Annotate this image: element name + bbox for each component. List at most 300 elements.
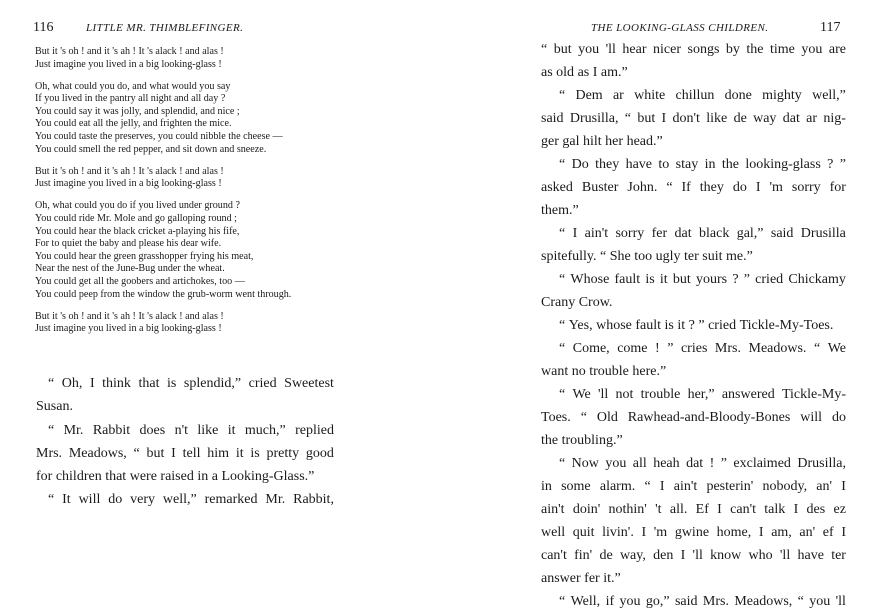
prose-block (36, 372, 334, 512)
word: Looking-Glass.” (221, 469, 315, 485)
word: said (770, 226, 794, 241)
word: that (105, 469, 130, 485)
word: for (36, 469, 56, 485)
word: like (197, 422, 219, 438)
word: We (827, 341, 846, 356)
word: hilt (583, 134, 606, 149)
word: “ (559, 387, 566, 402)
word: that (138, 376, 160, 391)
verse-line: You could smell the red pepper, and sit down and sneeze. (35, 143, 267, 155)
word: a (211, 469, 222, 485)
word: sorry (615, 226, 645, 241)
word: ain't (541, 502, 565, 517)
word: 'll (835, 594, 846, 609)
word: well,” (812, 88, 846, 103)
word: “ (48, 422, 55, 438)
running-title: THE LOOKING-GLASS CHILDREN. (591, 22, 769, 34)
word: am, (771, 525, 792, 540)
word: pesterin' (706, 479, 754, 494)
word: you (605, 456, 627, 471)
word: to (658, 157, 670, 172)
word: dat (782, 111, 800, 126)
word: ar (806, 111, 818, 126)
word: “ (624, 111, 632, 126)
word: I (89, 376, 95, 391)
word: come (617, 341, 648, 356)
word: “ (559, 272, 566, 287)
word: said (674, 594, 698, 609)
word: go,” (645, 594, 670, 609)
prose-line (541, 38, 846, 61)
word: very (130, 492, 156, 508)
word: I (841, 479, 846, 494)
word: her (605, 134, 627, 149)
word: It (62, 492, 71, 508)
word: “ (559, 88, 566, 103)
prose-line (541, 61, 846, 84)
prose-line (541, 314, 846, 337)
word: 'm (769, 180, 783, 195)
word: suit (702, 249, 726, 264)
word: said (541, 111, 564, 126)
word: Drusilla, (797, 456, 846, 471)
word: ? (827, 157, 834, 172)
word: Toes. (541, 410, 571, 425)
prose-line (541, 153, 846, 176)
word: by (725, 42, 740, 57)
verse-line: But it 's oh ! and it 's ah ! It 's alack ! and alas ! (35, 46, 224, 57)
word: gal,” (736, 226, 764, 241)
verse-line: You could eat all the jelly, and frighten the mice. (35, 118, 232, 130)
word: cried (248, 376, 277, 391)
word: “ (580, 410, 587, 425)
prose-line (541, 521, 846, 544)
word: raised (160, 469, 198, 485)
prose-line (541, 222, 846, 245)
word: home, (716, 525, 752, 540)
word: answer (541, 571, 585, 586)
word: no (571, 364, 590, 379)
word: mighty (762, 88, 802, 103)
word: “ (666, 180, 673, 195)
word: 'm (653, 525, 668, 540)
word: were (129, 469, 161, 485)
word: ain't (584, 226, 609, 241)
word: “ (559, 341, 566, 356)
prose-line (541, 199, 846, 222)
word: white (634, 88, 666, 103)
left-page (0, 0, 435, 508)
word: fin' (574, 548, 593, 563)
word: I (841, 525, 846, 540)
word: good (305, 445, 334, 461)
word: 'll (605, 42, 616, 57)
prose-line (541, 84, 846, 107)
word: gwine (674, 525, 710, 540)
word: Mrs. (714, 341, 741, 356)
word: done (724, 88, 752, 103)
word: ? (688, 318, 699, 333)
word: head.” (626, 134, 663, 149)
prose-line (541, 406, 846, 429)
word: ar (612, 88, 624, 103)
word: an' (816, 479, 833, 494)
word: I (717, 502, 722, 517)
word: Tickle-My-Toes. (739, 318, 834, 333)
word: “ (797, 594, 804, 609)
prose-line (541, 452, 846, 475)
word: like (706, 111, 728, 126)
word: troubling.” (561, 433, 623, 448)
verse-line: For to quiet the baby and please his dear wife. (35, 238, 222, 250)
word: I (641, 525, 647, 540)
word: as (577, 65, 593, 80)
word: I (572, 226, 578, 241)
word: the (721, 157, 739, 172)
word: ? (732, 272, 739, 287)
stanza-gap (35, 191, 430, 201)
word: We (572, 387, 591, 402)
word: black (699, 226, 730, 241)
word: 'll (598, 387, 609, 402)
word: the (746, 42, 764, 57)
word: Mrs. (702, 594, 729, 609)
word: you (619, 594, 641, 609)
prose-line (36, 465, 334, 488)
word: who (748, 548, 773, 563)
word: pretty (266, 445, 300, 461)
word: all (632, 456, 647, 471)
word: “ (541, 42, 548, 57)
word: me.” (725, 249, 753, 264)
word: Rabbit, (293, 492, 334, 508)
word: Rawhead-and-Bloody-Bones (627, 410, 791, 425)
word: well,” (162, 492, 197, 508)
word: can't (730, 502, 756, 517)
word: Tickle-My- (781, 387, 846, 402)
word: Meadows. (748, 341, 807, 356)
word: much,” (244, 422, 286, 438)
prose-line (541, 590, 846, 613)
word: Chickamy (788, 272, 846, 287)
word: fer (584, 571, 604, 586)
word: Old (596, 410, 618, 425)
word: “ (48, 376, 55, 391)
word: ! (655, 341, 660, 356)
word: Mr. (63, 422, 84, 438)
prose-line (36, 442, 334, 465)
word: do (831, 410, 846, 425)
word: I (592, 65, 601, 80)
word: Mrs. (36, 445, 63, 461)
word: “ (559, 226, 566, 241)
word: Buster (581, 180, 619, 195)
word: 't (655, 502, 662, 517)
word: ter (683, 249, 703, 264)
word: Well, (570, 594, 601, 609)
running-title: LITTLE MR. THIMBLEFINGER. (86, 22, 244, 34)
word: des (806, 502, 826, 517)
word: nicer (653, 42, 681, 57)
prose-line (541, 475, 846, 498)
word: asked (541, 180, 573, 195)
word: think (102, 376, 131, 391)
prose-line (541, 360, 846, 383)
word: in (197, 469, 212, 485)
word: you (809, 594, 831, 609)
word: “ (559, 157, 566, 172)
prose-line (36, 488, 334, 511)
verse-line: You could ride Mr. Mole and go galloping round ; (35, 213, 237, 225)
word: ez (833, 502, 846, 517)
word: want (541, 364, 572, 379)
word: fault (614, 272, 641, 287)
word: you (578, 42, 600, 57)
word: time (770, 42, 795, 57)
word: ger (541, 134, 563, 149)
word: it (659, 272, 668, 287)
stanza-gap (35, 156, 430, 166)
word: heah (653, 456, 680, 471)
word: spitefully. (541, 249, 600, 264)
word: quit (572, 525, 595, 540)
word: they (595, 157, 620, 172)
word: tell (182, 445, 201, 461)
word: if (605, 594, 615, 609)
word: but (637, 111, 656, 126)
prose-line (36, 372, 334, 395)
word: they (699, 180, 724, 195)
word: too (634, 249, 656, 264)
verse-line: You could peep from the window the grub-worm went through. (35, 288, 292, 300)
word: Now (571, 456, 599, 471)
word: ain't (673, 479, 698, 494)
word: dat (674, 226, 692, 241)
word: Yes, (568, 318, 597, 333)
verse-line: Just imagine you lived in a big looking-glass ! (35, 323, 222, 335)
word: Susan. (36, 399, 73, 415)
word: him (207, 445, 230, 461)
word: as (541, 65, 557, 80)
word: stay (675, 157, 699, 172)
word: hear (622, 42, 647, 57)
word: will (800, 410, 823, 425)
word: children (55, 469, 106, 485)
word: will (78, 492, 101, 508)
word: Meadows, (734, 594, 793, 609)
word: dat (686, 456, 704, 471)
verse-line: Just imagine you lived in a big looking-glass ! (35, 178, 222, 190)
word: whose (596, 318, 636, 333)
word: alarm. (599, 479, 636, 494)
word: nothin' (608, 502, 647, 517)
word: ” (839, 157, 846, 172)
word: all. (669, 502, 688, 517)
word: ugly (655, 249, 684, 264)
word: way (753, 111, 777, 126)
word: Crany (541, 295, 579, 310)
word: some (561, 479, 591, 494)
word: Drusilla (800, 226, 846, 241)
word: Meadows, (68, 445, 127, 461)
prose-line (541, 498, 846, 521)
word: it.” (603, 571, 621, 586)
verse-line: But it 's oh ! and it 's ah ! It 's alack ! and alas ! (35, 310, 224, 322)
verse-line: Oh, what could you do, and what would you say (35, 80, 231, 92)
word: livin'. (602, 525, 634, 540)
word: fault (635, 318, 665, 333)
word: yours (696, 272, 728, 287)
word: ” (698, 318, 709, 333)
prose-line (541, 383, 846, 406)
word: “ (133, 445, 140, 461)
word: don't (672, 111, 700, 126)
page-number: 116 (33, 20, 54, 35)
word: Crow. (578, 295, 613, 310)
word: “ (644, 479, 651, 494)
word: her,” (687, 387, 715, 402)
word: well (541, 525, 566, 540)
word: it (677, 318, 689, 333)
word: doin' (572, 502, 601, 517)
word: Come, (572, 341, 610, 356)
word: If (681, 180, 691, 195)
verse-line: You could taste the preserves, you could nibble the cheese — (35, 131, 283, 143)
prose-line (541, 337, 846, 360)
word: fer (651, 226, 668, 241)
word: “ (813, 341, 821, 356)
word: is (645, 272, 655, 287)
word: I (755, 180, 761, 195)
word: do (732, 180, 747, 195)
prose-line (541, 291, 846, 314)
word: old (556, 65, 578, 80)
verse-line: Near the nest of the June-Bug under the wheat. (35, 263, 225, 275)
word: them.” (541, 203, 579, 218)
word: cried (708, 318, 740, 333)
word: nobody, (762, 479, 808, 494)
word: but (146, 445, 165, 461)
right-page (436, 0, 871, 609)
word: ” (667, 341, 674, 356)
word: ef (822, 525, 834, 540)
word: Do (571, 157, 589, 172)
prose-line (541, 176, 846, 199)
word: n't (174, 422, 188, 438)
word: Ef (695, 502, 709, 517)
word: remarked (204, 492, 258, 508)
stanza-gap (35, 71, 430, 81)
word: gal (562, 134, 583, 149)
word: have (797, 548, 824, 563)
word: nig- (823, 111, 846, 126)
verse-line: Oh, what could you do if you lived under ground ? (35, 200, 240, 212)
word: trouble (640, 387, 681, 402)
word: do (108, 492, 123, 508)
word: but (553, 42, 572, 57)
stanza-gap (35, 301, 430, 311)
word: ” (743, 272, 750, 287)
word: the (541, 433, 562, 448)
word: I (171, 445, 176, 461)
word: cries (680, 341, 708, 356)
word: it (227, 422, 236, 438)
word: in (541, 479, 552, 494)
verse-line: You could say it was jolly, and splendid, and nice ; (35, 105, 240, 117)
word: I (758, 525, 764, 540)
word: 'll (779, 548, 791, 563)
word: trouble (589, 364, 633, 379)
page-number: 117 (820, 20, 841, 35)
verse-line: Just imagine you lived in a big looking-glass ! (35, 58, 222, 70)
word: answered (721, 387, 775, 402)
prose-line (36, 419, 334, 442)
verse-line: You could get all the goobers and artichokes, too — (35, 276, 245, 287)
word: songs (687, 42, 720, 57)
word: talk (764, 502, 786, 517)
word: John. (627, 180, 658, 195)
word: splendid,” (183, 376, 242, 391)
verse-line: You could hear the black cricket a-playing his fife, (35, 225, 240, 237)
prose-line (541, 429, 846, 452)
word: exclaimed (733, 456, 791, 471)
word: ” (720, 456, 727, 471)
word: den (653, 548, 674, 563)
word: de (599, 548, 613, 563)
word: have (625, 157, 653, 172)
word: is (250, 445, 260, 461)
word: but (672, 272, 691, 287)
word: ! (709, 456, 715, 471)
word: Drusilla, (569, 111, 619, 126)
word: ter (831, 548, 846, 563)
word: are (828, 42, 846, 57)
verse-line: If you lived in the pantry all night and all day ? (35, 93, 226, 105)
word: Rabbit (92, 422, 131, 438)
verse-block (35, 46, 430, 336)
word: sorry (791, 180, 821, 195)
word: chillun (675, 88, 715, 103)
verse-line: You could hear the green grasshopper frying his meat, (35, 250, 254, 262)
prose-line (541, 107, 846, 130)
word: is (664, 318, 678, 333)
word: “ (559, 456, 566, 471)
word: “ (48, 492, 55, 508)
prose-line (541, 567, 846, 590)
word: here.” (632, 364, 667, 379)
word: I (661, 111, 667, 126)
word: 'll (692, 548, 703, 563)
word: in (704, 157, 716, 172)
prose-line (541, 245, 846, 268)
word: I (659, 479, 665, 494)
word: know (710, 548, 742, 563)
word: “ (559, 318, 569, 333)
word: de (733, 111, 747, 126)
verse-line: But it 's oh ! and it 's ah ! It 's alack ! and alas ! (35, 165, 224, 177)
word: Sweetest (284, 376, 334, 391)
prose-line (541, 544, 846, 567)
word: an' (799, 525, 816, 540)
word: I (793, 502, 799, 517)
word: Dem (575, 88, 603, 103)
word: you (801, 42, 823, 57)
word: Whose (570, 272, 610, 287)
word: am.” (600, 65, 628, 80)
word: way, (619, 548, 646, 563)
word: “ (559, 594, 566, 609)
prose-block (541, 38, 846, 613)
